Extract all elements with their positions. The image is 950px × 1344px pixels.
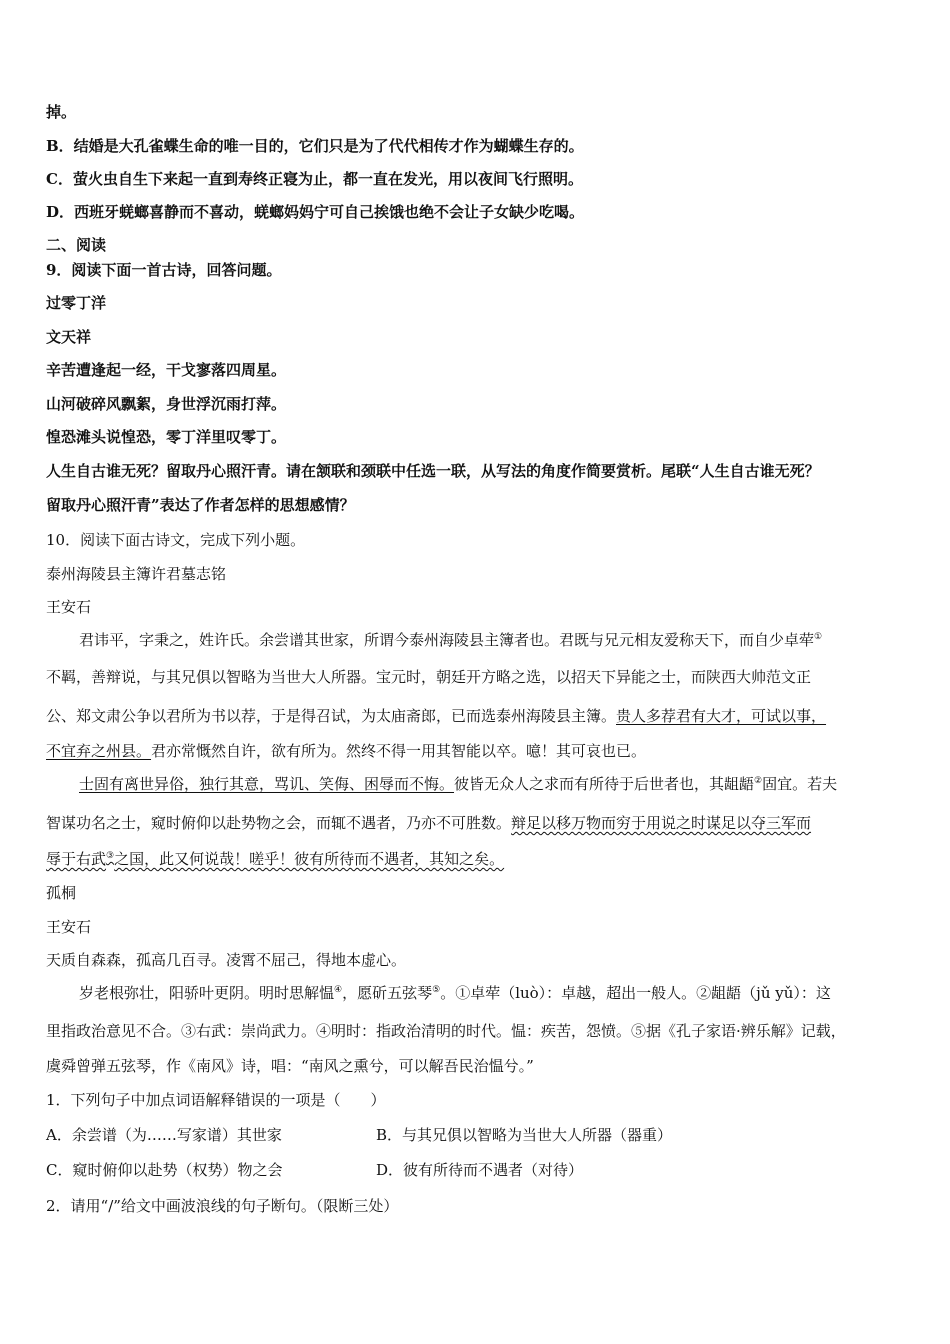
footnote-marker: ③: [106, 851, 115, 861]
q10-text-author: 王安石: [46, 598, 92, 616]
poem-line: 天质自森森，孤高几百寻。凌霄不屈己，得地本虚心。: [46, 951, 407, 969]
footnote-marker: ①: [814, 632, 823, 642]
underlined-sentence: 贵人多荐君有大才，可试以事，: [616, 707, 827, 725]
q9-poem-author: 文天祥: [46, 328, 92, 346]
q9-poem-title: 过零丁洋: [46, 294, 107, 312]
footnotes: 虞舜曾弹五弦琴，作《南风》诗，唱：“南风之熏兮，可以解吾民治愠兮。”: [46, 1057, 534, 1075]
choice-a: A．余尝谱（为……写家谱）其世家: [46, 1126, 282, 1144]
sub-question-2: 2．请用“/”给文中画波浪线的句子断句。（限断三处）: [46, 1197, 399, 1215]
choice-row: [46, 1125, 910, 1145]
q9-question: 人生自古谁无死？留取丹心照汗青。请在颔联和颈联中任选一联，从写法的角度作简要赏析。尾联“人生自古谁无死？: [46, 462, 820, 480]
footnote-marker: ②: [754, 776, 763, 786]
underlined-sentence: 士固有离世异俗，独行其意，骂讥、笑侮、困辱而不悔。: [79, 775, 455, 793]
choice-d: D．彼有所待而不遇者（对待）: [376, 1161, 584, 1179]
passage-line: [46, 849, 910, 869]
q9-poem-line: 辛苦遭逢起一经，干戈寥落四周星。: [46, 361, 287, 379]
poem-title: 孤桐: [46, 884, 77, 902]
q9-prompt: 9．阅读下面一首古诗，回答问题。: [46, 261, 282, 279]
q10-text-title: 泰州海陵县主簿许君墓志铭: [46, 565, 227, 583]
option-c: C．萤火虫自生下来起一直到寿终正寝为止，都一直在发光，用以夜间飞行照明。: [46, 170, 583, 188]
option-a-tail: 掉。: [46, 103, 77, 121]
choice-b: B．与其兄俱以智略为当世大人所器（器重）: [376, 1126, 673, 1144]
passage-line: 不羁，善辩说，与其兄俱以智略为当世大人所器。宝元时，朝廷开方略之选，以招天下异能之士，而陕西大帅范文正: [46, 668, 812, 686]
q9-poem-line: 惶恐滩头说惶恐，零丁洋里叹零丁。: [46, 428, 287, 446]
section-heading: 二、阅读: [46, 236, 107, 254]
passage-line: 智谋功名之士，窥时俯仰以赴势物之会，而辄不遇者，乃亦不可胜数。辩足以移万物而穷于用说之时谋足以夺三军而: [46, 814, 812, 832]
poem-line-with-notes: 岁老根弥壮，阳骄叶更阴。明时思解愠④，愿斫五弦琴⑤。①卓荦（luò）：卓越，超出一般人。②龃龉（jǔ yǔ）：这: [79, 984, 831, 1002]
q10-prompt: 10．阅读下面古诗文，完成下列小题。: [46, 531, 306, 549]
option-d: D．西班牙蜣螂喜静而不喜动，蜣螂妈妈宁可自己挨饿也绝不会让子女缺少吃喝。: [46, 203, 585, 221]
poem-author: 王安石: [46, 918, 92, 936]
footnote-marker: ④: [334, 985, 343, 995]
passage-line: 士固有离世异俗，独行其意，骂讥、笑侮、困辱而不悔。彼皆无众人之求而有所待于后世者也，其龃龉②固宜。若夫: [79, 775, 838, 793]
choice-c: C．窥时俯仰以赴势（权势）物之会: [46, 1161, 283, 1179]
choice-row: [46, 1160, 910, 1180]
q9-poem-line: 山河破碎风飘絮，身世浮沉雨打萍。: [46, 395, 287, 413]
option-b: B．结婚是大孔雀蝶生命的唯一目的，它们只是为了代代相传才作为蝴蝶生存的。: [46, 137, 584, 155]
q9-question-cont: 留取丹心照汗青”表达了作者怎样的思想感情？: [46, 496, 355, 514]
footnotes: 里指政治意见不合。③右武：崇尚武力。④明时：指政治清明的时代。愠：疾苦，怨愤。⑤据《孔子家语·辨乐解》记载，: [46, 1022, 846, 1040]
wavy-underlined-sentence: 辩足以移万物而穷于用说之时谋足以夺三军而: [511, 814, 812, 832]
footnote-marker: ⑤: [432, 985, 441, 995]
wavy-underlined-sentence-cont: 之国，此又何说哉！嗟乎！彼有所待而不遇者，其知之矣。: [114, 850, 505, 868]
passage-line: 君讳平，字秉之，姓许氏。余尝谱其世家，所谓今泰州海陵县主簿者也。君既与兄元相友爱称天下，而自少卓荦①: [79, 631, 823, 649]
underlined-sentence-cont: 不宜弃之州县。: [46, 742, 152, 760]
passage-line: 不宜弃之州县。君亦常慨然自许，欲有所为。然终不得一用其智能以卒。噫！其可哀也已。: [46, 742, 647, 760]
passage-line: 公、郑文肃公争以君所为书以荐，于是得召试，为太庙斋郎，已而选泰州海陵县主簿。贵人多荐君有大才，可试以事，: [46, 707, 827, 725]
wavy-underlined-sentence-cont: 辱于右武: [46, 850, 107, 868]
sub-question-1: 1．下列句子中加点词语解释错误的一项是（ ）: [46, 1091, 386, 1109]
